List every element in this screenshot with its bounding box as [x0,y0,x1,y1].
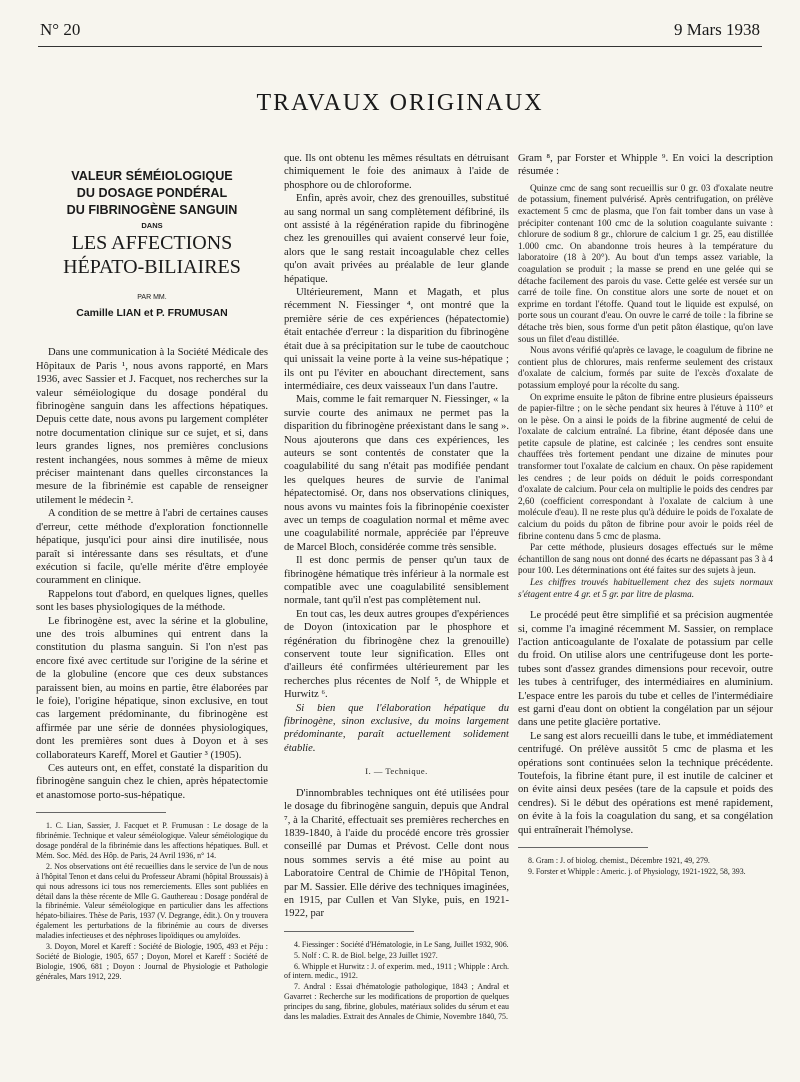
italic-text: Les chiffres trouvés habituellement chez des sujets normaux s'étagent entre 4 gr. et 5 gr. par litre de plasma. [518,578,773,600]
title-big-line: HÉPATO-BILIAIRES [63,256,241,278]
paragraph: Le fibrinogène est, avec la sérine et la globuline, une des trois albumines qui entrent dans la constitution du plasma sanguin. Si l'on n'est pas encore fixé avec certitude sur l'origine de la sérine et de la globuline (encore que ces deux substances paraissent bien, au moins en partie, être élaborées par le foie), l'origine hépatique, sinon exclusive, en tout cas largement prédominante, du fibrinogène est affirmée par une série de données physiologiques, dont les premières sont dues à Doyon et à ses collaborateurs Kareff, Morel et Gautier ³ (1905). [36,615,268,761]
article-authors: Camille LIAN et P. FRUMUSAN [76,307,228,319]
section-heading: I. — Technique. [365,766,428,777]
column-3 [518,152,773,1032]
footnote: 5. Nolf : C. R. de Biol. belge, 23 Juillet 1927. [294,950,438,960]
italic-text: Si bien que l'élaboration hépatique du fibrinogène, sinon exclusive, du moins largement prédominante, paraît actuellement solidement établie. [284,702,509,754]
paragraph: Par cette méthode, plusieurs dosages effectués sur le même échantillon de sang nous ont donné des écarts ne dépassant pas 3 à 4 pour 100. Les déterminations ont été faites sur des sujets à jeun. [518,543,773,577]
section-title: TRAVAUX ORIGINAUX [256,90,544,116]
header-rule [38,46,762,47]
paragraph: Ultérieurement, Mann et Magath, et plus récemment N. Fiessinger ⁴, ont montré que la première série de ces expériences (hépatectomie) était entachée d'erreur : la disparition du fibrinogène était due à sa précipitation sur le tube de caoutchouc qui unissait la veine porte à la veine sus-hépatique ; ils ont pu l'éviter en abouchant directement, sans intermédiaire, ces deux vaisseaux l'un dans l'autre. [284,287,509,392]
title-line: DU FIBRINOGÈNE SANGUIN [66,203,238,217]
paragraph: Rappelons tout d'abord, en quelques lignes, quelles sont les bases physiologiques de la méthode. [36,588,268,614]
paragraph: Mais, comme le fait remarquer N. Fiessinger, « la survie courte des animaux ne permet pas la disparition du fibrinogène préexistant dans le sang ». Nous ajouterons que dans ces expériences, les auteurs se sont contentés de constater que la coagulabilité du sang n'était pas modifiée pendant les quelques heures de survie de l'animal hépatectomisé. Or, dans nos observations cliniques, nous avons vu maintes fois la fibrinopénie coexister avec un temps de coagulation normal et même avec une coagulabilité normale, appréciée par l'épreuve de Marcel Bloch, considérée comme très sensible. [284,394,509,553]
footnote: 6. Whipple et Hurwitz : J. of experim. med., 1911 ; Whipple : Arch. of intern. medic., 1912. [284,961,509,981]
footnote: 9. Forster et Whipple : Americ. j. of Physiology, 1921-1922, 58, 393. [528,867,746,876]
paragraph: Il est donc permis de penser qu'un taux de fibrinogène hématique très inférieur à la normale est compatible avec une coagulabilité sensiblement normale, tant qu'il n'est pas complètement nul. [284,555,509,607]
footnote-rule [518,847,648,848]
footnote: 7. Andral : Essai d'hématologie pathologique, 1843 ; Andral et Gavarret : Recherche sur les modifications de proportion de quelques principes du sang, fibrine, globules, matériaux solides du sérum et eau dans les maladies. Extrait des Annales de Chimie, Novembre 1840, 75. [284,982,509,1022]
paragraph: Le procédé peut être simplifié et sa précision augmentée si, comme l'a imaginé récemment M. Sassier, on remplace l'action anticoagulante de l'oxalate de potassium par celle du froid. On utilise alors une centrifugeuse dont les porte-tubes sont d'assez grandes dimensions pour recevoir, outre les tubes à centrifuger, des intermédiaires en aluminium. L'espace entre les parois du tube et celles de l'intermédiaire est garni d'eau dont on obtient la congélation par un séjour dans une petite glacière portative. [518,610,773,729]
issue-date: 9 Mars 1938 [674,20,760,39]
footnote-rule [284,931,414,932]
footnote: 1. C. Lian, Sassier, J. Facquet et P. Frumusan : Le dosage de la fibrinémie. Technique et valeur séméiologique. Valeur séméiologique du dosage pondéral de la fibrinémie dans les affections hépatiques. Bull. et Mém. Soc. Méd. des Hôp. de Paris, 24 Avril 1936, n° 14. [36,821,268,860]
title-line: DU DOSAGE PONDÉRAL [76,186,228,200]
footnote: 2. Nos observations ont été recueillies dans le service de l'un de nous à l'hôpital Tenon et dans celui du Professeur Abrami (hôpital Broussais) à qui nous adressons ici tous nos remerciements. Elles sont publiées en détail dans la thèse récente de Mlle G. Gauthereau : Dosage pondéral de la fibrinémie. Valeur séméiologique en particulier dans les affections hépato-biliaires. Thèse de Paris, 1937 (V. Degrange, édit.). On y trouvera également les perturbations de la fibrinémie au cours de diverses maladies infectieuses et des néphroses lipoïdiques ou amyloïdes. [36,861,268,941]
technique-description [518,184,773,601]
paragraph: Quinze cmc de sang sont recueillis sur 0 gr. 03 d'oxalate neutre de potassium, finement pulvérisé. Après centrifugation, on prélève exactement 5 cmc de plasma, que l'on fait tomber dans un vase à précipiter contenant 100 cmc de la solution coagulante suivante : chlorure de sodium 8 gr., chlorure de calcium 1 gr. 25, eau distillée 1.000 cmc. On abandonne trois heures à la température du laboratoire (18 à 20°). Au bout d'un temps assez variable, la coagulation se produit ; la masse se prend en une gelée qui se détache facilement des parois du vase. Cette gelée est versée sur un carré de toile fine. On constitue alors une sorte de nouet et on exprime en tordant l'étoffe. Quand tout le liquide est expulsé, on porte sous un courant d'eau. On ouvre le carré de toile : la fibrine se détache très bien, sous forme d'un petit pâton élastique, qu'on lave sous un filet d'eau distillée. [518,183,773,345]
title-line: VALEUR SÉMÉIOLOGIQUE [71,169,233,183]
footnote: 4. Fiessinger : Société d'Hématologie, in Le Sang, Juillet 1932, 906. [294,939,509,949]
italic-paragraph [284,702,509,756]
paragraph: que. Ils ont obtenu les mêmes résultats en détruisant chimiquement le foie des animaux à l'aide de phosphore ou de chloroforme. [284,153,509,191]
title-par: PAR MM. [137,294,167,301]
paragraph: Enfin, après avoir, chez des grenouilles, substitué au sang normal un sang complètement défibriné, ils ont assisté à la régénération rapide du fibrinogène chez les grenouilles qui avaient conservé leur foie, alors que le sang restait incoagulable chez celles qu'on avait privées au préalable de leur glande hépatique. [284,193,509,285]
column-2 [284,152,509,1032]
paragraph: Le sang est alors recueilli dans le tube, et immédiatement centrifugé. On prélève aussitôt 5 cmc de plasma et les opérations sont continuées selon la technique précédente. Toutefois, la fibrine étant pure, il est inutile de calciner et on évite ainsi deux pesées (tare de la capsule et poids des cendres). Si le début des opérations est mené rapidement, on évite à la fois la coagulation du sang, et sa congélation qui entraînerait l'hémolyse. [518,730,773,836]
paragraph: Gram ⁸, par Forster et Whipple ⁹. En voici la description résumée : [518,153,773,178]
paragraph: Nous avons vérifié qu'après ce lavage, le coagulum de fibrine ne contient plus de chlorures, mais renferme seulement des cristaux d'oxalate de calcium, formés par suite de l'excès d'oxalate de potassium employé pour la récolte du sang. [518,346,773,391]
italic-paragraph [518,578,773,601]
paragraph: En tout cas, les deux autres groupes d'expériences de Doyon (intoxication par le phosphore et régénération du fibrinogène chez la grenouille) conservent toute leur signification. Elles ont d'ailleurs été confirmées ultérieurement par les recherches plus récentes de Nolf ⁵, de Whipple et Hurwitz ⁶. [284,608,509,701]
footnote: 3. Doyon, Morel et Kareff : Société de Biologie, 1905, 493 et Péju : Société de Biologie, 1905, 657 ; Doyon, Morel et Kareff : Société de Biologie, 1906, 681 ; Doyon : Journal de Physiologie et Pathologie générales, Mars 1912, 229. [36,942,268,981]
footnote-rule [36,812,166,813]
paragraph: D'innombrables techniques ont été utilisées pour le dosage du fibrinogène sanguin, depuis que Andral ⁷, à la Charité, effectuait ses premières recherches en 1839-1840, à l'aide du procédé encore très grossier conseillé par Dumas et Prévost. Celle dont nous nous sommes servis a été mise au point au Laboratoire Central de Chimie de l'Hôpital Tenon, par M. Sassier. Elle dérive des techniques imaginées, en 1915, par Cullen et Van Slyke, puis, en 1921-1922, par [284,787,509,920]
title-dans: DANS [141,221,163,230]
paragraph: Dans une communication à la Société Médicale des Hôpitaux de Paris ¹, nous avons rapporté, en Mars 1936, avec Sassier et J. Facquet, nos recherches sur la valeur séméiologique du dosage pondéral du fibrinogène sanguin dans les affections hépatiques. Depuis cette date, nous avons pu largement compléter notre documentation clinique sur ce sujet, et si, dans leurs grandes lignes, nos premières conclusions restent inchangées, nous sommes à même de mieux préciser maintenant dans quelles circonstances la mesure de la fibrinémie est capable de renseigner utilement le médecin ². [36,347,268,506]
article-title [36,168,268,320]
paragraph: On exprime ensuite le pâton de fibrine entre plusieurs épaisseurs de papier-filtre ; on le sèche pendant six heures à l'étuve à 110° et on le pèse. On a ainsi le poids de la fibrine augmenté de celui de l'oxalate de calcium entraîné. La fibrine, étant déposée dans une petite capsule de platine, est calcinée ; les cendres sont ensuite chauffées très fortement pendant une dizaine de minutes pour transformer tout l'oxalate de calcium en chaux. On pèse rapidement les cendres ; de leur poids on déduit le poids correspondant d'oxalate de calcium. Pour cela on multiplie le poids des cendres par 2,60 (coefficient correspondant à l'oxalate de calcium à une molécule d'eau). Il ne reste plus qu'à déduire le poids de l'oxalate de calcium du poids du pâton de fibrine pour avoir le poids réel de fibrine contenu dans 5 cmc de plasma. [518,392,773,542]
title-big-line: LES AFFECTIONS [71,232,233,254]
paragraph: A condition de se mettre à l'abri de certaines causes d'erreur, cette méthode d'exploration fonctionnelle hépatique, jusqu'ici pour ainsi dire inutilisée, nous paraît si intéressante dans ses résultats, et d'une exécution si facile, qu'elle mérite d'être employée couramment en clinique. [36,508,268,587]
issue-number: N° 20 [40,20,81,39]
footnote: 8. Gram : J. of biolog. chemist., Décembre 1921, 49, 279. [528,856,710,866]
paragraph: Ces auteurs ont, en effet, constaté la disparition du fibrinogène sanguin chez le chien, après hépatectomie et anastomose porto-sus-hépatique. [36,763,268,801]
column-1 [36,168,268,1053]
